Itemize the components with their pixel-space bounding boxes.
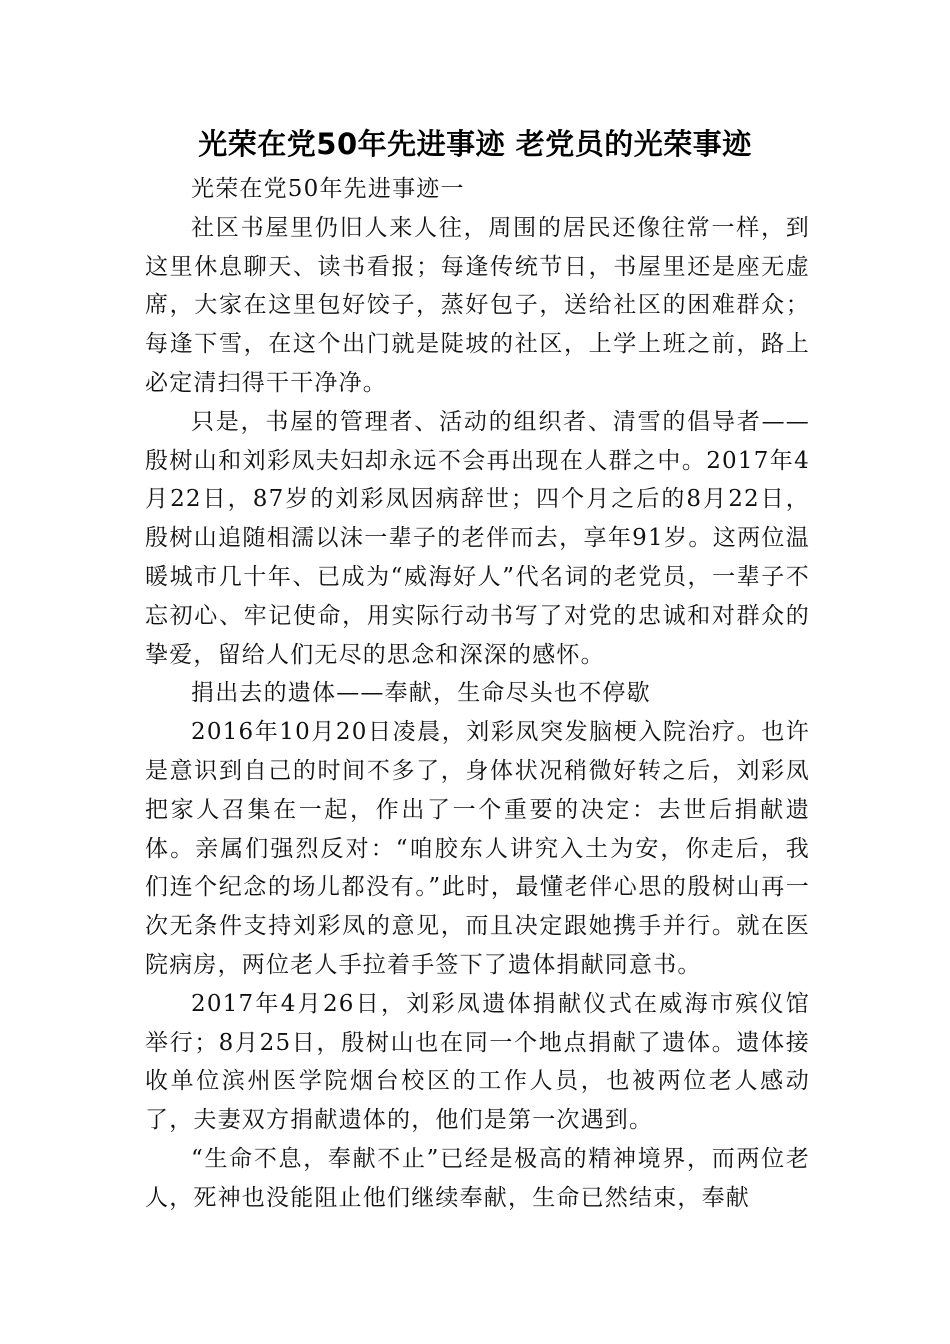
paragraph-subtitle: 光荣在党50年先进事迹一 bbox=[191, 176, 465, 202]
paragraph: 2017年4月26日，刘彩凤遗体捐献仪式在威海市殡仪馆举行；8月25日，殷树山也在同一个地点捐献了遗体。遗体接收单位滨州医学院烟台校区的工作人员，也被两位老人感动了，夫妻双方捐献遗体的，他们是第一次遇到。 bbox=[145, 990, 810, 1134]
paragraph: 只是，书屋的管理者、活动的组织者、清雪的倡导者——殷树山和刘彩凤夫妇却永远不会再出现在人群之中。2017年4月22日，87岁的刘彩凤因病辞世；四个月之后的8月22日，殷树山追随相濡以沫一辈子的老伴而去，享年91岁。这两位温暖城市几十年、已成为“威海好人”代名词的老党员，一辈子不忘初心、牢记使命，用实际行动书写了对党的忠诚和对群众的挚爱，留给人们无尽的思念和深深的感怀。 bbox=[145, 408, 810, 668]
paragraph: 2016年10月20日凌晨，刘彩凤突发脑梗入院治疗。也许是意识到自己的时间不多了，身体状况稍微好转之后，刘彩凤把家人召集在一起，作出了一个重要的决定：去世后捐献遗体。亲属们强烈反对：“咱胶东人讲究入土为安，你走后，我们连个纪念的场儿都没有。”此时，最懂老伴心思的殷树山再一次无条件支持刘彩凤的意见，而且决定跟她携手并行。就在医院病房，两位老人手拉着手签下了遗体捐献同意书。 bbox=[145, 719, 810, 978]
paragraph-section-heading: 捐出去的遗体——奉献，生命尽头也不停歇 bbox=[191, 680, 651, 707]
document-title: 光荣在党50年先进事迹 老党员的光荣事迹 bbox=[198, 127, 752, 161]
paragraph: “生命不息，奉献不止”已经是极高的精神境界，而两位老人，死神也没能阻止他们继续奉献，生命已然结束，奉献 bbox=[145, 1145, 810, 1211]
paragraph: 社区书屋里仍旧人来人往，周围的居民还像往常一样，到这里休息聊天、读书看报；每逢传统节日，书屋里还是座无虚席，大家在这里包好饺子，蒸好包子，送给社区的困难群众；每逢下雪，在这个出门就是陡坡的社区，上学上班之前，路上必定清扫得干干净净。 bbox=[145, 214, 810, 396]
document-body bbox=[145, 170, 810, 1218]
